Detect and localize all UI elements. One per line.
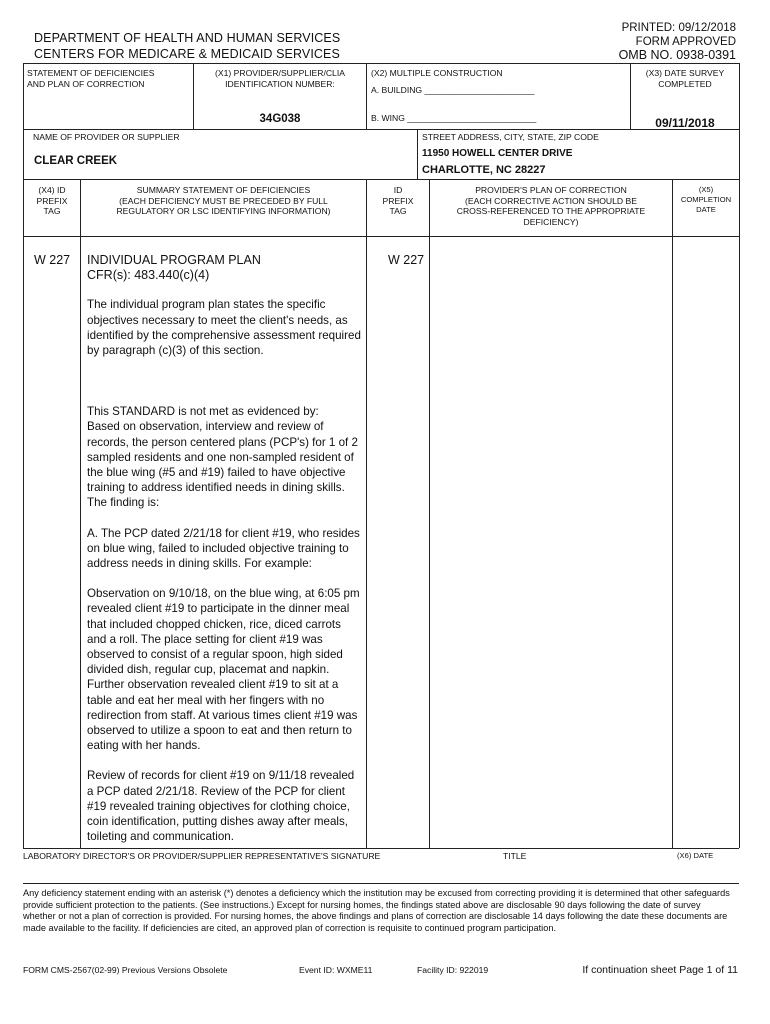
column-line [366, 179, 367, 848]
plan-header-4: DEFICIENCY) [523, 216, 579, 227]
x1-label [194, 68, 366, 89]
building-label: A. BUILDING _______________________ [371, 85, 535, 95]
plan-header-3: CROSS-REFERENCED TO THE APPROPRIATE [456, 206, 646, 216]
summary-header-3: REGULATORY OR LSC IDENTIFYING INFORMATION) [116, 206, 331, 216]
left-border [23, 63, 24, 848]
printed-date: PRINTED: 09/12/2018 [621, 22, 736, 34]
id-column-header [367, 185, 429, 217]
title-label: TITLE [503, 851, 527, 861]
survey-completed-date: 09/11/2018 [655, 116, 715, 130]
paragraph: Observation on 9/10/18, on the blue wing, at 6:05 pm revealed client #19 to participate in the dinner meal that included chopped chicken, rice, diced carrots and a roll. The place setting for client #19 was observed to consist of a regular spoon, high sided divided dish, regular cup, placemat and napkin. Further observation revealed client #19 to sit at a table and eat her meal with her fingers with no redirection from staff. At various times client #19 was observed to utilize a spoon to eat and then return to eating with her hands. [87, 587, 360, 753]
deficiency-title: INDIVIDUAL PROGRAM PLAN [87, 253, 261, 267]
right-border [739, 63, 740, 848]
summary-column-header [81, 185, 366, 217]
provider-label: NAME OF PROVIDER OR SUPPLIER [33, 132, 180, 142]
divider-line [23, 883, 739, 884]
x3-label [631, 68, 739, 89]
x3-label-2: COMPLETED [658, 78, 712, 89]
x5-header-2: COMPLETION [680, 195, 732, 204]
id-header-1: ID [393, 185, 403, 195]
divider-line [417, 129, 418, 179]
tag-right: W 227 [388, 253, 425, 267]
paragraph: A. The PCP dated 2/21/18 for client #19, who resides on blue wing, failed to included objective training to address needs in dining skills. For example: [87, 526, 360, 571]
x4-header-2: PREFIX [36, 195, 68, 206]
form-number: FORM CMS-2567(02-99) Previous Versions Obsolete [23, 965, 228, 975]
x5-header-3: DATE [696, 205, 716, 214]
continuation-page: If continuation sheet Page 1 of 11 [582, 964, 738, 976]
divider-line [23, 236, 739, 237]
statement-label-1: STATEMENT OF DEFICIENCIES [27, 68, 155, 78]
column-line [672, 179, 673, 848]
column-line [429, 179, 430, 848]
x1-label-1: (X1) PROVIDER/SUPPLIER/CLIA [215, 68, 345, 78]
deficiency-cfr: CFR(s): 483.440(c)(4) [87, 268, 210, 283]
form-approved: FORM APPROVED [635, 35, 736, 48]
x5-column-header [673, 185, 739, 215]
paragraph: The individual program plan states the specific objectives necessary to meet the client's needs, as identified by the comprehensive assessment required by paragraph (c)(3) of this section. [87, 298, 361, 358]
deficiency-summary [87, 253, 363, 860]
id-header-2: PREFIX [382, 195, 414, 206]
x4-header-1: (X4) ID [38, 185, 66, 195]
tag-left: W 227 [34, 253, 71, 267]
provider-id-value: 34G038 [259, 113, 301, 125]
plan-header-1: PROVIDER'S PLAN OF CORRECTION [475, 185, 627, 195]
agency-line-2: CENTERS FOR MEDICARE & MEDICAID SERVICES [34, 47, 340, 61]
top-table-border [23, 63, 739, 64]
id-header-3: TAG [389, 206, 407, 216]
x5-header-1: (X5) [698, 185, 714, 194]
address-line-1: 11950 HOWELL CENTER DRIVE [422, 148, 573, 159]
paragraph: Review of records for client #19 on 9/11/18 revealed a PCP dated 2/21/18. Review of the PCP for client #19 revealed training objectives for clothing choice, coin identification, putting dishes away after meals, toileting and communication. [87, 769, 355, 844]
x4-column-header [24, 185, 80, 217]
x6-date-label: (X6) DATE [677, 851, 714, 860]
x2-label: (X2) MULTIPLE CONSTRUCTION [371, 68, 503, 78]
facility-id: Facility ID: 922019 [417, 965, 489, 975]
signature-label: LABORATORY DIRECTOR'S OR PROVIDER/SUPPLIER REPRESENTATIVE'S SIGNATURE [23, 851, 381, 861]
agency-header [34, 30, 340, 62]
x3-label-1: (X3) DATE SURVEY [645, 68, 725, 78]
statement-label-2: AND PLAN OF CORRECTION [27, 78, 145, 89]
x4-header-3: TAG [43, 206, 61, 216]
x1-label-2: IDENTIFICATION NUMBER: [225, 78, 335, 89]
statement-label [27, 68, 154, 89]
plan-header-2: (EACH CORRECTIVE ACTION SHOULD BE [465, 195, 637, 206]
column-line [80, 179, 81, 848]
summary-header-1: SUMMARY STATEMENT OF DEFICIENCIES [136, 185, 311, 195]
omb-number: OMB NO. 0938-0391 [618, 48, 736, 62]
agency-line-1: DEPARTMENT OF HEALTH AND HUMAN SERVICES [34, 31, 341, 45]
disclosure-note: Any deficiency statement ending with an asterisk (*) denotes a deficiency which the institution may be excused from correcting providing it is determined that other safeguards provide sufficient protection to the patients. (See instructions.) Except for nursing homes, the findings stated above are disclosable 90 days following the date of survey whether or not a plan of correction is provided. For nursing homes, the above findings and plans of correction are disclosable 14 days following the date these documents are made available to the facility. If deficiencies are cited, an approved plan of correction is requisite to continued program participation. [23, 888, 730, 933]
divider-line [23, 179, 739, 180]
provider-name: CLEAR CREEK [34, 155, 118, 167]
divider-line [366, 63, 367, 129]
form-approval-block [619, 22, 736, 63]
paragraph: This STANDARD is not met as evidenced by: Based on observation, interview and review of records, the person centered plans (PCP's) for 1 of 2 sampled residents and one non-sampled resident of the blue wing (#5 and #19) failed to have objective training to address identified needs in dining skills. The finding is: [87, 405, 358, 510]
address-line-2: CHARLOTTE, NC 28227 [422, 164, 546, 176]
event-id: Event ID: WXME11 [299, 965, 373, 975]
plan-column-header [430, 185, 672, 227]
summary-header-2: (EACH DEFICIENCY MUST BE PRECEDED BY FULL [119, 195, 328, 206]
wing-label: B. WING ___________________________ [371, 113, 537, 123]
address-label: STREET ADDRESS, CITY, STATE, ZIP CODE [422, 132, 599, 142]
